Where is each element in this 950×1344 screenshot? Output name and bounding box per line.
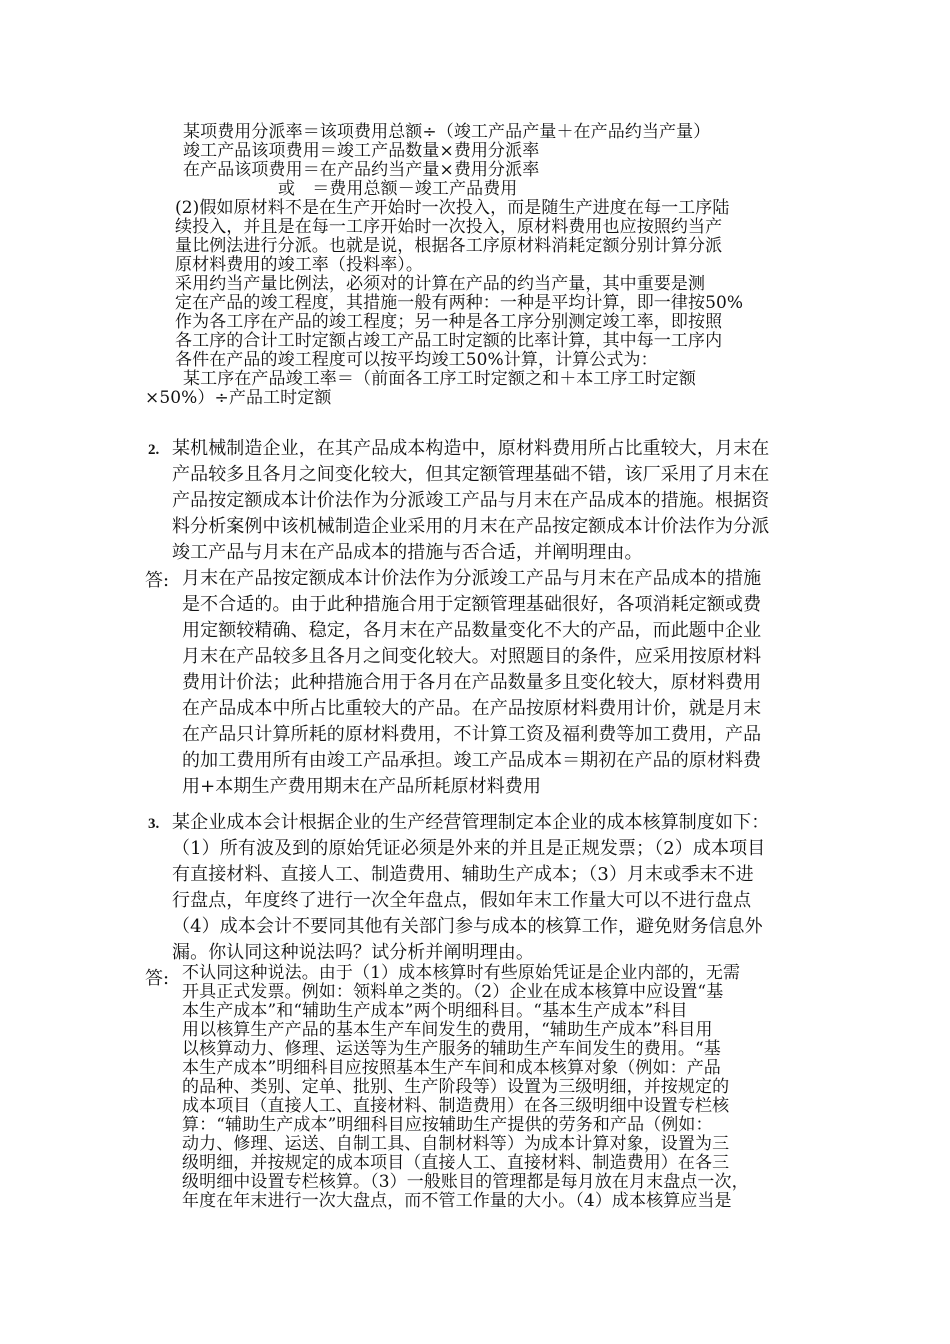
text-line: 料分析案例中该机械制造企业采用的月末在产品按定额成本计价法作为分派 xyxy=(172,516,770,537)
text-line: 在产品成本中所占比重较大的产品。在产品按原材料费用计价，就是月末 xyxy=(182,698,762,719)
text-line: 月末在产品较多且各月之间变化较大。对照题目的条件，应采用按原材料 xyxy=(182,646,762,667)
text-line: 各件在产品的竣工程度可以按平均竣工50%计算，计算公式为： xyxy=(175,350,658,370)
text-line: 产品按定额成本计价法作为分派竣工产品与月末在产品成本的措施。根据资 xyxy=(172,490,770,511)
text-line: 原材料费用的竣工率（投料率）。 xyxy=(175,255,423,275)
text-line: 各工序的合计工时定额占竣工产品工时定额的比率计算，其中每一工序内 xyxy=(175,331,723,351)
text-line: 在产品该项费用＝在产品约当产量×费用分派率 xyxy=(183,160,540,180)
formula-section xyxy=(145,123,805,408)
text-line: 续投入，并且是在每一工序开始时一次投入，原材料费用也应按照约当产 xyxy=(175,217,723,237)
text-line: 以核算动力、修理、运送等为生产服务的辅助生产车间发生的费用。“基 xyxy=(182,1039,721,1059)
text-line: 年度在年末进行一次大盘点，而不管工作量的大小。（4）成本核算应当是 xyxy=(182,1191,732,1211)
text-line: 定在产品的竣工程度，其措施一般有两种：一种是平均计算，即一律按50% xyxy=(175,293,744,313)
text-line: 有直接材料、直接人工、制造费用、辅助生产成本；（3）月末或季末不进 xyxy=(172,864,754,885)
text-line: 费用计价法；此种措施合用于各月在产品数量多且变化较大，原材料费用 xyxy=(182,672,762,693)
text-line: 级明细中设置专栏核算。（3）一般账目的管理都是每月放在月末盘点一次， xyxy=(182,1172,749,1192)
text-line: 竣工产品与月末在产品成本的措施与否合适，并阐明理由。 xyxy=(172,542,643,563)
question-number: 2. xyxy=(148,442,160,458)
text-line: 产品较多且各月之间变化较大，但其定额管理基础不错，该厂采用了月末在 xyxy=(172,464,770,485)
answer-label: 答: xyxy=(145,570,170,591)
text-line: 本生产成本”明细科目应按照基本生产车间和成本核算对象（例如：产品 xyxy=(182,1058,721,1078)
text-line: （1）所有波及到的原始凭证必须是外来的并且是正规发票；（2）成本项目 xyxy=(172,838,766,859)
text-line: 是不合适的。由于此种措施合用于定额管理基础很好，各项消耗定额或费 xyxy=(182,594,762,615)
question-3-text xyxy=(172,810,832,966)
text-line: 某工序在产品竣工率＝（前面各工序工时定额之和＋本工序工时定额 xyxy=(183,369,696,389)
text-line: 或 ＝费用总额－竣工产品费用 xyxy=(278,179,518,199)
text-line: 漏。你认同这种说法吗？试分析并阐明理由。 xyxy=(172,942,534,963)
text-line: 行盘点，年度终了进行一次全年盘点，假如年末工作量大可以不进行盘点 xyxy=(172,890,752,911)
text-line: (2)假如原材料不是在生产开始时一次投入，而是随生产进度在每一工序陆 xyxy=(175,198,730,218)
answer-2-text xyxy=(182,566,842,800)
text-line: 某机械制造企业，在其产品成本构造中，原材料费用所占比重较大，月末在 xyxy=(172,438,770,459)
text-line: 的品种、类别、定单、批别、生产阶段等）设置为三级明细，并按规定的 xyxy=(182,1077,730,1097)
text-line: 采用约当产量比例法，必须对的计算在产品的约当产量，其中重要是测 xyxy=(175,274,706,294)
text-line: 不认同这种说法。由于（1）成本核算时有些原始凭证是企业内部的，无需 xyxy=(182,963,741,983)
text-line: 量比例法进行分派。也就是说，根据各工序原材料消耗定额分别计算分派 xyxy=(175,236,723,256)
text-line: 用定额较精确、稳定，各月末在产品数量变化不大的产品，而此题中企业 xyxy=(182,620,762,641)
text-line: 本生产成本”和“辅助生产成本”两个明细科目。“基本生产成本”科目 xyxy=(182,1001,688,1021)
text-line: 成本项目（直接人工、直接材料、制造费用）在各三级明细中设置专栏核 xyxy=(182,1096,730,1116)
question-number: 3. xyxy=(148,816,160,832)
answer-3-text xyxy=(182,964,822,1211)
text-line: 的加工费用所有由竣工产品承担。竣工产品成本＝期初在产品的原材料费 xyxy=(182,750,762,771)
answer-label: 答: xyxy=(145,968,170,989)
text-line: 月末在产品按定额成本计价法作为分派竣工产品与月末在产品成本的措施 xyxy=(182,568,762,589)
text-line: 级明细，并按规定的成本项目（直接人工、直接材料、制造费用）在各三 xyxy=(182,1153,730,1173)
text-line: 某项费用分派率＝该项费用总额÷（竣工产品产量＋在产品约当产量） xyxy=(183,122,711,142)
text-line: 在产品只计算所耗的原材料费用，不计算工资及福利费等加工费用，产品 xyxy=(182,724,762,745)
text-line: 作为各工序在产品的竣工程度；另一种是各工序分别测定竣工率，即按照 xyxy=(175,312,723,332)
text-line: ×50%）÷产品工时定额 xyxy=(145,388,332,408)
text-line: 动力、修理、运送、自制工具、自制材料等）为成本计算对象，设置为三 xyxy=(182,1134,730,1154)
text-line: 算：“辅助生产成本”明细科目应按辅助生产提供的劳务和产品（例如： xyxy=(182,1115,713,1135)
text-line: 用以核算生产产品的基本生产车间发生的费用，“辅助生产成本”科目用 xyxy=(182,1020,713,1040)
text-line: 用+本期生产费用期末在产品所耗原材料费用 xyxy=(182,776,542,797)
text-line: 某企业成本会计根据企业的生产经营管理制定本企业的成本核算制度如下： xyxy=(172,812,770,833)
text-line: 竣工产品该项费用＝竣工产品数量×费用分派率 xyxy=(183,141,540,161)
question-2-text xyxy=(172,436,832,566)
text-line: （4）成本会计不要同其他有关部门参与成本的核算工作，避免财务信息外 xyxy=(172,916,763,937)
text-line: 开具正式发票。例如：领料单之类的。（2）企业在成本核算中应设置“基 xyxy=(182,982,724,1002)
